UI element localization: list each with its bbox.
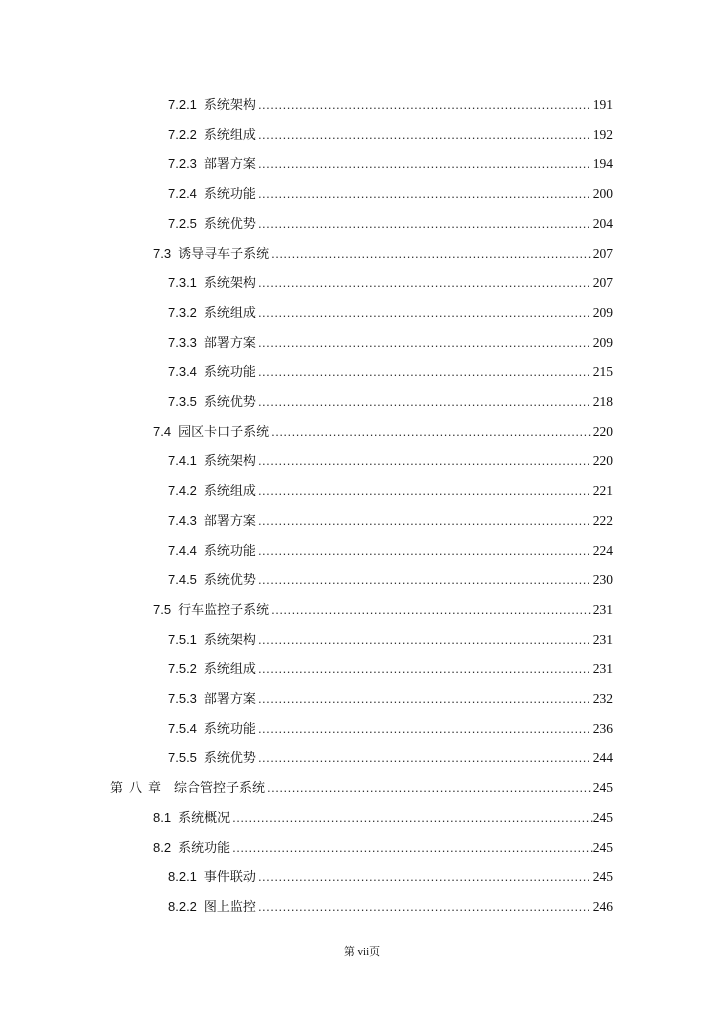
- toc-entry-number: 7.3.2: [168, 304, 197, 320]
- toc-entry[interactable]: [153, 421, 613, 439]
- toc-entry-number: 7.5.5: [168, 750, 197, 766]
- toc-entry[interactable]: [168, 718, 613, 736]
- toc-entry-page: 192: [592, 126, 613, 142]
- toc-dot-leader: [258, 691, 589, 706]
- toc-entry-title: 图上监控: [203, 898, 256, 914]
- toc-dot-leader: [258, 513, 589, 528]
- toc-entry-number: 7.2.4: [168, 186, 197, 202]
- toc-entry[interactable]: [110, 777, 613, 795]
- toc-entry[interactable]: [168, 658, 613, 676]
- toc-entry-page: 220: [592, 453, 613, 469]
- toc-entry[interactable]: [168, 272, 613, 290]
- toc-dot-leader: [258, 453, 589, 468]
- toc-entry-title: 系统组成: [203, 483, 256, 499]
- toc-entry-title: 系统优势: [203, 572, 256, 588]
- toc-entry[interactable]: [153, 807, 613, 825]
- toc-entry-page: 245: [592, 780, 613, 796]
- toc-entry-title: 系统优势: [203, 215, 256, 231]
- toc-entry[interactable]: [168, 332, 613, 350]
- toc-dot-leader: [258, 632, 589, 647]
- page-number-footer: 第 vii页: [343, 946, 381, 958]
- toc-entry-title: 部署方案: [203, 691, 256, 706]
- toc-entry-number: 8.2.1: [168, 869, 197, 885]
- toc-entry-page: 245: [592, 869, 613, 885]
- toc-entry-title: 系统功能: [178, 839, 231, 855]
- toc-entry-page: 200: [592, 186, 613, 202]
- toc-entry-number: 7.5.4: [168, 720, 197, 736]
- toc-dot-leader: [258, 721, 589, 736]
- toc-entry[interactable]: [168, 302, 613, 320]
- toc-dot-leader: [258, 335, 589, 350]
- toc-entry-number: 7.3.3: [168, 334, 197, 350]
- toc-entry-number: 7.4.3: [168, 512, 197, 528]
- toc-entry-title: 系统组成: [203, 304, 256, 320]
- toc-entry-page: 244: [592, 750, 613, 766]
- toc-dot-leader: [258, 483, 589, 498]
- toc-entry-page: 246: [592, 898, 613, 914]
- toc-dot-leader: [258, 394, 589, 409]
- toc-entry[interactable]: [168, 361, 613, 379]
- toc-entry-number: 8.1: [153, 809, 172, 825]
- toc-dot-leader: [267, 780, 591, 795]
- toc-entry-number: 7.3.4: [168, 364, 197, 380]
- toc-dot-leader: [258, 186, 589, 201]
- toc-entry[interactable]: [168, 213, 613, 231]
- toc-entry[interactable]: [168, 153, 613, 171]
- toc-entry-number: 7.3.5: [168, 394, 197, 409]
- toc-entry-page: 220: [592, 423, 613, 439]
- toc-entry-title: 系统功能: [203, 542, 256, 558]
- toc-entry-number: 7.5.1: [168, 631, 197, 647]
- toc-entry-number: 7.4.1: [168, 453, 197, 469]
- toc-dot-leader: [232, 840, 593, 855]
- toc-entry[interactable]: [168, 747, 613, 765]
- toc-dot-leader: [258, 899, 589, 914]
- toc-entry-number: 7.4: [153, 423, 172, 439]
- toc-dot-leader: [258, 869, 589, 884]
- toc-entry-title: 事件联动: [203, 869, 256, 885]
- toc-entry-title: 系统架构: [203, 631, 256, 647]
- toc-entry-title: 诱导寻车子系统: [178, 245, 270, 261]
- toc-entry-page: 231: [592, 661, 613, 677]
- toc-entry[interactable]: [168, 540, 613, 558]
- toc-entry-title: 部署方案: [203, 156, 256, 172]
- toc-entry-title: 行车监控子系统: [178, 601, 270, 617]
- toc-entry[interactable]: [168, 450, 613, 468]
- toc-entry-title: 系统功能: [203, 364, 256, 380]
- toc-dot-leader: [258, 305, 589, 320]
- toc-entry[interactable]: [168, 569, 613, 587]
- toc-entry-number: 7.4.4: [168, 542, 197, 558]
- toc-dot-leader: [258, 216, 589, 231]
- toc-entry-title: 系统概况: [178, 809, 231, 825]
- toc-entry-number: 7.2.1: [168, 97, 197, 112]
- toc-entry-number: 7.2.3: [168, 156, 197, 172]
- toc-entry-number: 7.2.5: [168, 215, 197, 231]
- toc-entry[interactable]: [168, 896, 613, 914]
- toc-dot-leader: [271, 246, 593, 261]
- toc-dot-leader: [258, 750, 589, 765]
- toc-entry-page: 204: [592, 215, 613, 231]
- toc-entry[interactable]: [168, 629, 613, 647]
- toc-entry-title: 部署方案: [203, 512, 256, 528]
- toc-entry-page: 222: [592, 512, 613, 528]
- toc-entry[interactable]: [168, 183, 613, 201]
- toc-entry-page: 231: [592, 631, 613, 647]
- toc-entry[interactable]: [168, 688, 613, 706]
- toc-entry-number: 7.3: [153, 245, 172, 261]
- toc-dot-leader: [258, 661, 589, 676]
- toc-entry-page: 191: [592, 97, 613, 112]
- toc-entry-number: 8.2: [153, 839, 172, 855]
- toc-entry[interactable]: [168, 480, 613, 498]
- toc-entry-page: 245: [592, 839, 613, 855]
- toc-entry-title: 综合管控子系统: [174, 780, 266, 796]
- toc-entry-number: 7.4.5: [168, 572, 197, 588]
- toc-entry[interactable]: [168, 94, 613, 112]
- toc-entry-title: 系统优势: [203, 750, 256, 766]
- toc-entry[interactable]: [168, 124, 613, 142]
- toc-entry-number: 7.4.2: [168, 483, 197, 499]
- toc-entry-title: 系统架构: [203, 275, 256, 291]
- toc-entry-title: 系统架构: [203, 97, 256, 112]
- toc-entry-title: 系统优势: [203, 394, 256, 409]
- toc-entry-number: 7.5.3: [168, 691, 197, 706]
- toc-entry-title: 系统功能: [203, 720, 256, 736]
- toc-entry-page: 209: [592, 334, 613, 350]
- toc-entry-number: 第八章: [110, 780, 168, 796]
- toc-entry-title: 部署方案: [203, 334, 256, 350]
- toc-entry[interactable]: [153, 599, 613, 617]
- toc-dot-leader: [271, 602, 593, 617]
- toc-entry-number: 8.2.2: [168, 898, 197, 914]
- toc-entry-number: 7.5.2: [168, 661, 197, 677]
- toc-entry-title: 系统架构: [203, 453, 256, 469]
- toc-entry[interactable]: [153, 243, 613, 261]
- toc-dot-leader: [232, 810, 593, 825]
- toc-entry-page: 207: [592, 275, 613, 291]
- toc-entry-title: 园区卡口子系统: [178, 423, 270, 439]
- toc-dot-leader: [271, 424, 593, 439]
- toc-entry-title: 系统组成: [203, 126, 256, 142]
- toc-dot-leader: [258, 572, 589, 587]
- toc-entry-page: 218: [592, 394, 613, 409]
- toc-dot-leader: [258, 364, 589, 379]
- toc-entry-page: 231: [592, 601, 613, 617]
- toc-dot-leader: [258, 543, 589, 558]
- toc-entry-page: 232: [592, 691, 613, 706]
- toc-entry-title: 系统组成: [203, 661, 256, 677]
- toc-entry-page: 209: [592, 304, 613, 320]
- toc-entry-page: 230: [592, 572, 613, 588]
- toc-dot-leader: [258, 156, 589, 171]
- toc-entry-page: 207: [592, 245, 613, 261]
- toc-entry-page: 245: [592, 809, 613, 825]
- toc-entry-number: 7.2.2: [168, 126, 197, 142]
- toc-entry[interactable]: [168, 866, 613, 884]
- toc-dot-leader: [258, 127, 589, 142]
- toc-entry-title: 系统功能: [203, 186, 256, 202]
- toc-entry-number: 7.5: [153, 601, 172, 617]
- toc-entry-page: 215: [592, 364, 613, 380]
- toc-entry[interactable]: [168, 510, 613, 528]
- toc-dot-leader: [258, 97, 589, 112]
- toc-entry-number: 7.3.1: [168, 275, 197, 291]
- toc-entry[interactable]: [168, 391, 613, 409]
- toc-dot-leader: [258, 275, 589, 290]
- toc-entry-page: 236: [592, 720, 613, 736]
- toc-entry-page: 224: [592, 542, 613, 558]
- toc-entry[interactable]: [153, 837, 613, 855]
- toc-entry-page: 221: [592, 483, 613, 499]
- toc-entry-page: 194: [592, 156, 613, 172]
